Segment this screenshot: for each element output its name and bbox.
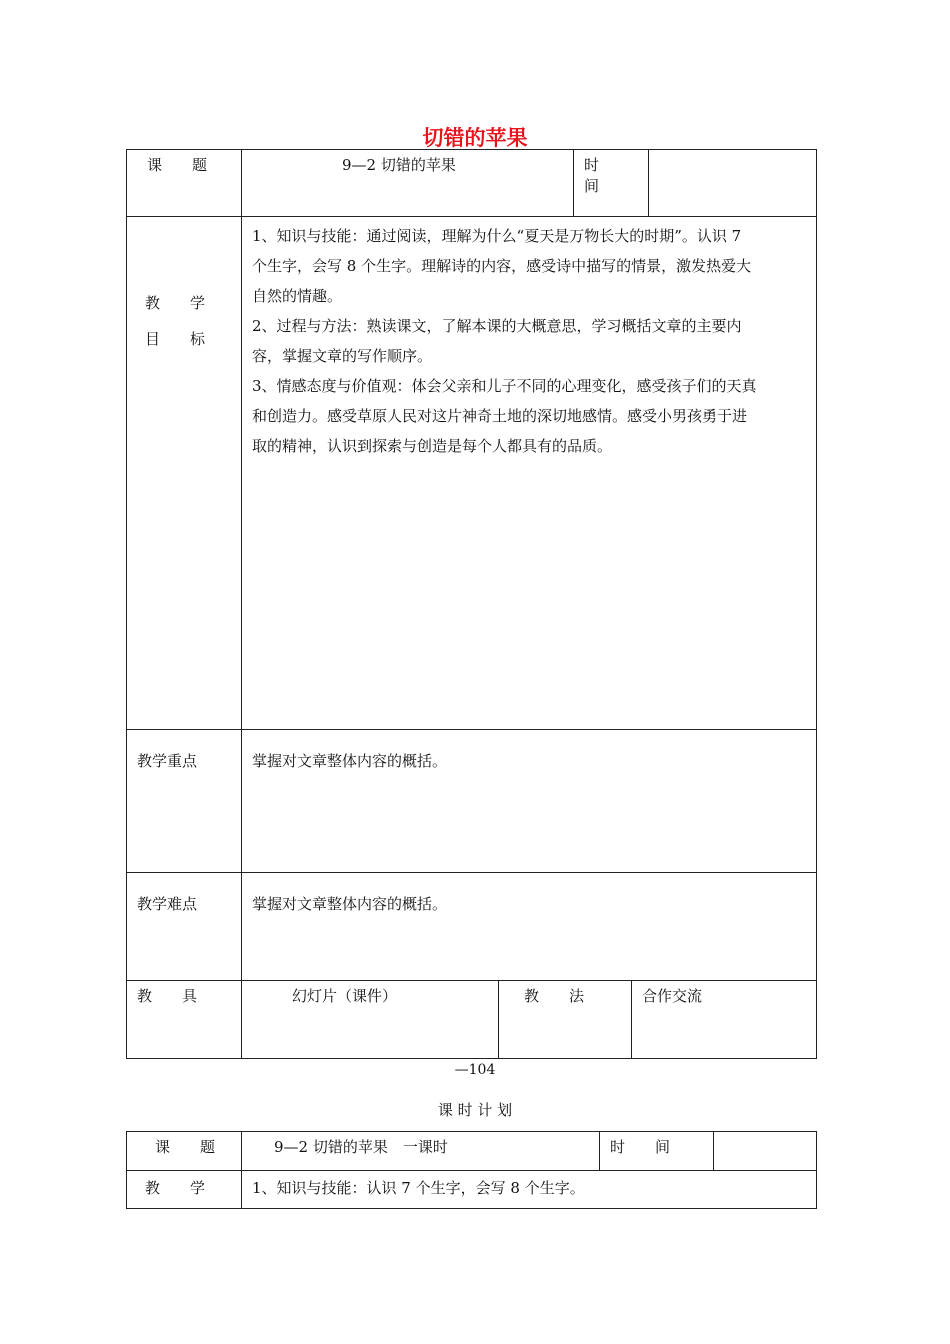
method-label-cell	[499, 981, 632, 1059]
difficulty-label-cell	[127, 873, 242, 981]
objective-line: 容，掌握文章的写作顺序。	[252, 347, 433, 365]
key-value-cell	[242, 730, 817, 873]
objectives-cell	[242, 217, 817, 730]
key-value: 掌握对文章整体内容的概括。	[252, 752, 448, 770]
objective-line: 3、情感态度与价值观：体会父亲和儿子不同的心理变化，感受孩子们的天真	[252, 377, 757, 395]
objectives-label-cell	[127, 217, 242, 730]
tools-value-cell	[242, 981, 499, 1059]
tools-label: 教 具	[137, 987, 198, 1005]
tools-label-cell	[127, 981, 242, 1059]
method-label: 教 法	[524, 987, 585, 1005]
plan-time-label-cell	[600, 1132, 714, 1171]
plan-table	[126, 1131, 817, 1209]
objectives-label-line-1: 教 学	[145, 294, 206, 312]
objectives-label-line-2: 目 标	[145, 330, 206, 348]
objective-line: 1、知识与技能：通过阅读，理解为什么“夏天是万物长大的时期”。认识 7	[252, 227, 742, 245]
difficulty-label: 教学难点	[137, 895, 198, 913]
time-label: 时 间	[584, 156, 645, 195]
topic-label: 课 题	[147, 156, 208, 174]
lesson-table	[126, 149, 817, 1059]
difficulty-value: 掌握对文章整体内容的概括。	[252, 895, 448, 913]
objective-line: 2、过程与方法：熟读课文，了解本课的大概意思，学习概括文章的主要内	[252, 317, 742, 335]
objective-line: 自然的情趣。	[252, 287, 343, 305]
key-label-cell	[127, 730, 242, 873]
time-label-cell	[574, 150, 649, 217]
plan-teach-value-cell	[242, 1171, 817, 1209]
page-number: —104	[454, 1062, 496, 1078]
method-value: 合作交流	[642, 987, 703, 1005]
topic-value-cell	[242, 150, 574, 217]
objective-line: 和创造力。感受草原人民对这片神奇土地的深切地感情。感受小男孩勇于进	[252, 407, 748, 425]
objective-line: 个生字，会写 8 个生字。理解诗的内容，感受诗中描写的情景，激发热爱大	[252, 257, 752, 275]
key-label: 教学重点	[137, 752, 198, 770]
tools-value: 幻灯片（课件）	[292, 987, 398, 1005]
document-title: 切错的苹果	[422, 126, 528, 150]
objective-line: 取的精神，认识到探索与创造是每个人都具有的品质。	[252, 437, 613, 455]
difficulty-value-cell	[242, 873, 817, 981]
plan-topic-value-cell	[242, 1132, 600, 1171]
topic-label-cell	[127, 150, 242, 217]
time-value-cell	[649, 150, 817, 217]
plan-topic-label: 课 题	[155, 1138, 216, 1156]
plan-time-label: 时 间	[610, 1138, 671, 1156]
method-value-cell	[632, 981, 817, 1059]
plan-teach-label-cell	[127, 1171, 242, 1209]
plan-topic-value: 9—2 切错的苹果 一课时	[274, 1138, 448, 1156]
plan-teach-label: 教 学	[145, 1179, 206, 1197]
plan-heading: 课 时 计 划	[437, 1101, 513, 1119]
plan-topic-label-cell	[127, 1132, 242, 1171]
plan-teach-value: 1、知识与技能：认识 7 个生字，会写 8 个生字。	[252, 1179, 585, 1197]
topic-value: 9—2 切错的苹果	[342, 156, 456, 174]
plan-time-value-cell	[714, 1132, 817, 1171]
